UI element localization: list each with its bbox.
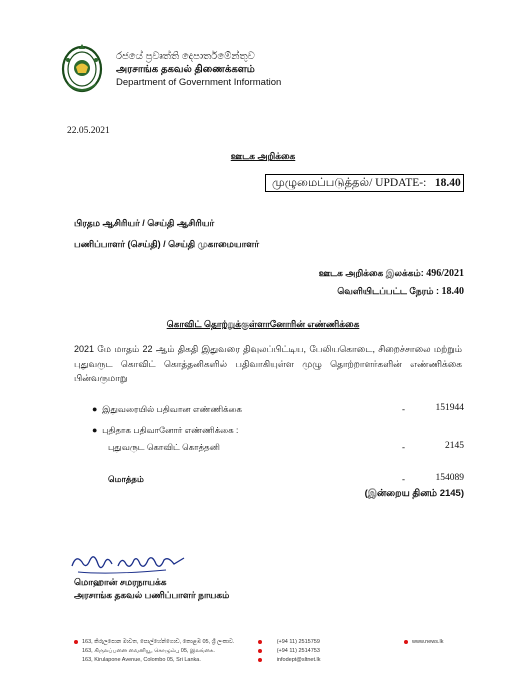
globe-icon bbox=[404, 640, 408, 644]
address-tamil: 163, கிருலப்பனை வைனியூ, கொழும்பு 05, இலங்கை. bbox=[82, 648, 215, 654]
document-title: ஊடக அறிக்கை bbox=[230, 151, 296, 161]
signatory-title: அரசாங்க தகவல் பணிப்பாளர் நாயகம் bbox=[74, 590, 230, 600]
count-label: புதிதாக பதிவானோர் எண்ணிக்கை : bbox=[102, 425, 239, 435]
footer-address bbox=[74, 638, 234, 665]
bullet-icon: ● bbox=[92, 425, 98, 435]
reference-label: ஊடக அறிக்கை இலக்கம்: bbox=[318, 268, 424, 278]
release-time-label: வெளியிடப்பட்ட நேரம் : bbox=[337, 286, 439, 296]
update-label: முழுமைப்படுத்தல்/ UPDATE-: bbox=[272, 177, 427, 189]
bullet-icon: ● bbox=[92, 404, 98, 414]
count-value: 2145 bbox=[445, 441, 464, 451]
address-sinhala: 163, කිරුලපොන මාවත, පොල්හේන්ගොඩ, කොළඹ 05, ශ්‍රී ලංකාව. bbox=[82, 639, 235, 645]
update-time: 18.40 bbox=[434, 177, 461, 189]
org-name-english: Department of Government Information bbox=[116, 77, 282, 88]
footer-website bbox=[404, 638, 443, 647]
footer-contacts bbox=[258, 638, 321, 665]
list-item-total-so-far bbox=[92, 404, 242, 416]
reference-number bbox=[319, 268, 464, 280]
total-label: மொத்தம் bbox=[108, 474, 144, 484]
addressee-line-1: பிரதம ஆசிரியர் / செய்தி ஆசிரியர் bbox=[74, 218, 215, 228]
body-paragraph: 2021 மே மாதம் 22 ஆம் திகதி இதுவரை திவுலப்பிட்டிய, பேலியகொடை, சிறைச்சாலை மற்றும் புதுவருட கொவிட் கொத்தனிகளில் பதிவாகியுள்ள முழு தொற்றாளர்களின் எண்ணிக்கை பின்வருமாறு bbox=[74, 344, 462, 383]
count-dash: - bbox=[402, 404, 405, 414]
section-heading: கொவிட் தொற்றுக்குள்ளானோரின் எண்ணிக்கை bbox=[166, 319, 360, 329]
phone-number-2: (+94 11) 2514753 bbox=[276, 648, 320, 654]
list-item-new-year-cluster bbox=[108, 442, 220, 454]
website-url: www.news.lk bbox=[412, 639, 444, 645]
address-english: 163, Kirulapone Avenue, Colombo 05, Sri Lanka. bbox=[82, 657, 201, 663]
location-icon bbox=[74, 640, 78, 644]
fax-icon bbox=[258, 649, 262, 653]
document-date: 22.05.2021 bbox=[67, 126, 110, 136]
reference-value: 496/2021 bbox=[426, 268, 464, 279]
email-address: infodept@sltnet.lk bbox=[276, 657, 321, 663]
total-dash: - bbox=[402, 474, 405, 484]
government-emblem-logo bbox=[58, 40, 106, 96]
count-label: புதுவருட கொவிட் கொத்தனி bbox=[108, 442, 220, 452]
count-label: இதுவரையில் பதிவான எண்ணிக்கை bbox=[102, 404, 242, 414]
org-name-sinhala: රජයේ ප්‍රවෘත්ති දෙපාර්තමේන්තුව bbox=[116, 51, 255, 62]
phone-icon bbox=[258, 640, 262, 644]
phone-number-1: (+94 11) 2515759 bbox=[276, 639, 320, 645]
total-value: 154089 bbox=[435, 473, 464, 483]
release-time bbox=[337, 286, 464, 298]
today-count: (இன்றைய தினம் 2145) bbox=[364, 488, 464, 499]
signature-image bbox=[70, 548, 188, 578]
count-value: 151944 bbox=[435, 403, 464, 413]
update-box bbox=[265, 174, 464, 192]
org-name-tamil: அரசாங்க தகவல் திணைக்களம் bbox=[116, 64, 255, 75]
signatory-name: மொஹான் சமரநாயக்க bbox=[74, 577, 167, 587]
email-icon bbox=[258, 658, 262, 662]
list-item-new-cases bbox=[92, 425, 238, 437]
count-dash: - bbox=[402, 442, 405, 452]
release-time-value: 18.40 bbox=[441, 286, 464, 297]
organization-name bbox=[116, 50, 281, 89]
addressee-line-2: பணிப்பாளர் (செய்தி) / செய்தி முகாமையாளர் bbox=[74, 239, 260, 249]
